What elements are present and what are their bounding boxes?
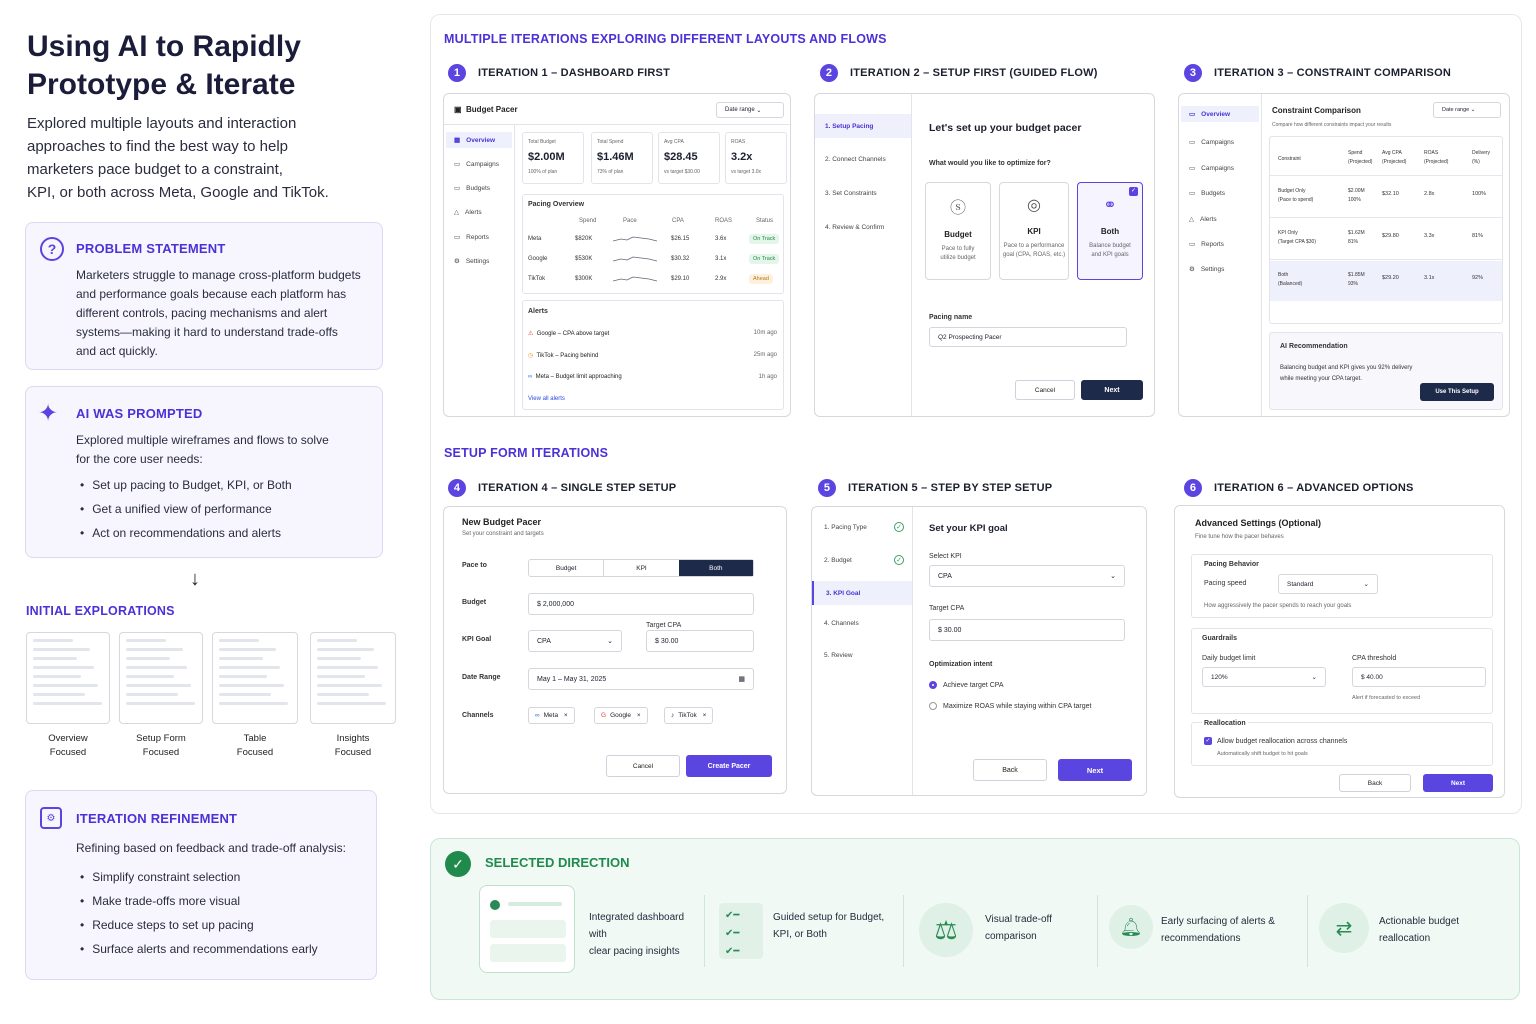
ai-recommendation <box>1269 332 1503 410</box>
step-setup-pacing[interactable]: 1. Setup Pacing <box>815 114 911 138</box>
sparkline <box>613 234 657 244</box>
iteration-3-card <box>1178 93 1510 417</box>
table-cell: KPI Only (Target CPA $30) <box>1278 230 1316 245</box>
sparkline <box>613 254 657 264</box>
google-icon: G <box>601 712 607 719</box>
iteration-4-heading: 4 ITERATION 4 – SINGLE STEP SETUP <box>448 479 676 497</box>
calendar-icon: ▦ <box>738 676 745 683</box>
iteration-5-heading: 5 ITERATION 5 – STEP BY STEP SETUP <box>818 479 1052 497</box>
table-cell: $1.62M 81% <box>1348 230 1365 245</box>
reallocation-title: Reallocation <box>1204 720 1246 727</box>
alert-time: 1h ago <box>758 374 777 380</box>
nav-reports[interactable]: ▭ Reports <box>454 233 489 241</box>
kpi-select[interactable]: CPA ⌄ <box>929 565 1125 587</box>
step-channels[interactable]: 4. Channels <box>824 620 859 627</box>
table-cell: $32.10 <box>1382 191 1399 197</box>
warning-icon: ⚠ <box>528 331 534 337</box>
kpi-goal-title: Set your KPI goal <box>929 523 1008 534</box>
nav-settings[interactable]: ⚙ Settings <box>1189 265 1225 273</box>
pacing-overview <box>522 194 784 294</box>
chip-tiktok[interactable]: ♪ TikTok × <box>664 707 713 724</box>
nav-overview[interactable]: ▭ Overview <box>1181 106 1259 122</box>
cpa-threshold-help: Alert if forecasted to exceed <box>1352 695 1421 701</box>
nav-alerts[interactable]: △ Alerts <box>1189 215 1217 223</box>
table-cell: $29.80 <box>1382 233 1399 239</box>
col-header: Spend <box>579 218 597 224</box>
check-icon: ✓ <box>894 555 904 565</box>
iteration-4-card <box>443 506 787 794</box>
nav-budgets[interactable]: ▭ Budgets <box>454 184 491 192</box>
iteration-1-card <box>443 93 791 417</box>
refine-icon: ⚙ <box>40 807 62 829</box>
pacing-behavior-title: Pacing Behavior <box>1204 561 1259 568</box>
option-kpi[interactable]: ◎ KPI Pace to a performance goal (CPA, ROAS, etc.) <box>999 182 1069 280</box>
refine-bullets: • Simplify constraint selection • Make trade-offs more visual • Reduce steps to set up pacing • Surface alerts and recommendations early <box>80 865 318 961</box>
alert-time: 25m ago <box>753 352 777 358</box>
nav-campaigns[interactable]: ▭ Campaigns <box>454 160 500 168</box>
down-arrow-icon: ↓ <box>190 568 200 590</box>
page-title: Using AI to Rapidly Prototype & Iterate <box>27 30 301 101</box>
target-cpa-input[interactable]: $ 30.00 <box>646 630 754 652</box>
alerts-box <box>522 300 784 410</box>
target-cpa-label: Target CPA <box>929 605 965 612</box>
selected-title: SELECTED DIRECTION <box>485 855 630 870</box>
col-header: Constraint <box>1278 156 1301 162</box>
iteration-5-card <box>811 506 1147 796</box>
col-header: ROAS <box>715 218 733 224</box>
cpa-threshold-input[interactable]: $ 40.00 <box>1352 667 1486 687</box>
meta-icon: ∞ <box>528 374 533 380</box>
iteration-3-heading: 3 ITERATION 3 – CONSTRAINT COMPARISON <box>1184 64 1451 82</box>
kpi-goal-label: KPI Goal <box>462 636 492 643</box>
problem-text: Marketers struggle to manage cross-platform budgets and performance goals because each platform has different controls, pacing mechanisms and alert systems—making it hard to understand trade-offs and act quickly. <box>76 268 361 358</box>
nav-alerts[interactable]: △ Alerts <box>454 208 482 216</box>
table-cell: 81% <box>1472 233 1484 239</box>
iteration-6-heading: 6 ITERATION 6 – ADVANCED OPTIONS <box>1184 479 1414 497</box>
table-cell: $30.32 <box>671 256 690 262</box>
thumb-label: Table Focused <box>236 733 274 758</box>
seg-kpi[interactable]: KPI <box>636 564 647 572</box>
selected-item: Early surfacing of alerts & recommendations <box>1161 916 1275 944</box>
create-pacer-button[interactable]: Create Pacer <box>686 755 772 777</box>
initial-thumbs <box>26 632 396 762</box>
comparison-table <box>1269 136 1503 324</box>
clock-icon: ◷ <box>528 353 534 359</box>
alert-row[interactable]: ⚠ Google – CPA above target <box>528 331 610 337</box>
form-subtitle: Set your constraint and targets <box>462 531 544 537</box>
next-button[interactable]: Next <box>1081 380 1143 400</box>
reallocation-help: Automatically shift budget to hit goals <box>1217 751 1308 757</box>
nav-overview[interactable]: ▦ Overview <box>446 132 512 148</box>
table-cell: 2.9x <box>715 276 727 282</box>
col-header: Pace <box>623 218 637 224</box>
table-cell: 3.1x <box>715 256 727 262</box>
section-title: MULTIPLE ITERATIONS EXPLORING DIFFERENT LAYOUTS AND FLOWS <box>444 32 887 46</box>
back-button[interactable]: Back <box>1339 774 1411 792</box>
table-cell: 100% <box>1472 191 1487 197</box>
sparkline <box>613 274 657 284</box>
refine-panel <box>25 790 377 980</box>
dashboard-thumb-icon <box>479 885 575 973</box>
check-icon: ✓ <box>894 522 904 532</box>
pacing-name-label: Pacing name <box>929 314 973 321</box>
cpa-threshold-label: CPA threshold <box>1352 655 1397 662</box>
back-button[interactable]: Back <box>973 759 1047 781</box>
chevron-down-icon: ⌄ <box>1110 573 1116 580</box>
use-setup-button[interactable]: Use This Setup <box>1420 383 1494 401</box>
advanced-title: Advanced Settings (Optional) <box>1195 518 1322 528</box>
section-title: SETUP FORM ITERATIONS <box>444 446 609 460</box>
date-range-label: Date Range <box>462 674 501 681</box>
seg-budget[interactable]: Budget <box>529 560 604 576</box>
pacing-speed-select[interactable]: Standard ⌄ <box>1278 574 1378 594</box>
rec-text: Balancing budget and KPI gives you 92% delivery while meeting your CPA target. <box>1280 365 1413 382</box>
budget-label: Budget <box>462 599 487 606</box>
daily-budget-select[interactable]: 120% ⌄ <box>1202 667 1326 687</box>
table-cell: $26.15 <box>671 236 690 242</box>
step-pacing-type[interactable]: 1. Pacing Type ✓ <box>824 522 904 532</box>
date-range-input[interactable]: May 1 – May 31, 2025 ▦ <box>528 668 754 690</box>
table-cell: 92% <box>1472 275 1484 281</box>
target-cpa-input[interactable]: $ 30.00 <box>929 619 1125 641</box>
reallocation-checkbox[interactable]: ✓ Allow budget reallocation across channels <box>1205 737 1348 745</box>
table-cell: $300K <box>575 276 593 282</box>
intent-label: Optimization intent <box>929 661 993 668</box>
step-review-confirm[interactable]: 4. Review & Confirm <box>825 224 885 231</box>
table-cell: Both (Balanced) <box>1278 272 1303 287</box>
step-review[interactable]: 5. Review <box>824 652 853 659</box>
chevron-down-icon: ⌄ <box>607 638 613 645</box>
pace-segment <box>528 559 754 577</box>
problem-title: PROBLEM STATEMENT <box>76 241 226 256</box>
chip-google[interactable]: G Google × <box>594 707 648 724</box>
alert-time: 10m ago <box>753 330 777 336</box>
kpi-select[interactable]: CPA ⌄ <box>528 630 622 652</box>
cancel-button[interactable]: Cancel <box>606 755 680 777</box>
guardrails-box <box>1191 628 1493 714</box>
table-cell: Meta <box>528 236 542 242</box>
pacing-speed-help: How aggressively the pacer spends to reach your goals <box>1204 603 1352 609</box>
table-cell: $29.10 <box>671 276 690 282</box>
alerts-title: Alerts <box>528 308 548 315</box>
col-header: Avg CPA (Projected) <box>1382 150 1407 165</box>
status-badge: Ahead <box>749 274 773 284</box>
ai-text: Explored multiple wireframes and flows to solve for the core user needs: <box>76 433 329 466</box>
table-cell: $29.20 <box>1382 275 1399 281</box>
thumb-label: Setup Form Focused <box>136 733 186 758</box>
check-icon: ✓ <box>1130 188 1137 194</box>
daily-budget-label: Daily budget limit <box>1202 655 1256 662</box>
alert-row[interactable]: ◷ TikTok – Pacing behind <box>528 353 599 359</box>
selected-item: Integrated dashboard with clear pacing insights <box>589 912 685 957</box>
table-cell: 3.3x <box>1424 233 1435 239</box>
ai-panel <box>25 386 383 558</box>
date-range-select[interactable]: Date range ⌄ <box>1433 102 1501 118</box>
guardrails-title: Guardrails <box>1202 635 1238 642</box>
pacing-behavior-box <box>1191 554 1493 618</box>
pacing-speed-label: Pacing speed <box>1204 580 1247 587</box>
question-icon: ? <box>40 237 64 261</box>
initial-title: INITIAL EXPLORATIONS <box>26 604 175 618</box>
date-range-select[interactable]: Date range ⌄ <box>716 102 784 118</box>
table-cell: 3.6x <box>715 236 727 242</box>
table-cell: $530K <box>575 256 593 262</box>
kpi-card: ROAS 3.2x vs target 3.0x <box>725 132 787 184</box>
budget-input[interactable]: $ 2,000,000 <box>528 593 754 615</box>
thumb-label: Overview Focused <box>48 733 88 758</box>
meta-icon: ∞ <box>535 712 540 719</box>
pacing-name-input[interactable]: Q2 Prospecting Pacer <box>929 327 1127 347</box>
comparison-subtitle: Compare how different constraints impact your results <box>1272 122 1392 128</box>
step-set-constraints[interactable]: 3. Set Constraints <box>825 190 877 197</box>
table-cell: Google <box>528 256 548 262</box>
radio-maximize-roas[interactable]: Maximize ROAS while staying within CPA target <box>929 702 1091 710</box>
iteration-2-card <box>814 93 1155 417</box>
venn-icon: ⚭ <box>1103 197 1117 214</box>
kpi-card: Total Budget $2.00M 100% of plan <box>522 132 584 184</box>
col-header: ROAS (Projected) <box>1424 150 1449 165</box>
iteration-1-heading: 1 ITERATION 1 – DASHBOARD FIRST <box>448 64 670 82</box>
selected-item: Guided setup for Budget, KPI, or Both <box>773 912 885 940</box>
selected-item: Actionable budget reallocation <box>1379 916 1460 944</box>
intro-text: Explored multiple layouts and interaction approaches to find the best way to help marketers pace budget to a constraint, KPI, or both across Meta, Google and TikTok. <box>27 115 329 201</box>
col-header: Delivery (%) <box>1472 150 1491 165</box>
app-title: ▣ Budget Pacer <box>454 105 518 114</box>
next-button[interactable]: Next <box>1058 759 1132 781</box>
iteration-6-card <box>1174 505 1505 798</box>
thumb-overview[interactable] <box>26 632 110 724</box>
pacing-title: Pacing Overview <box>528 201 585 208</box>
iteration-2-heading: 2 ITERATION 2 – SETUP FIRST (GUIDED FLOW) <box>820 64 1098 82</box>
selected-direction <box>430 838 1520 1000</box>
chevron-down-icon: ⌄ <box>1311 674 1317 681</box>
refine-text: Refining based on feedback and trade-off analysis: <box>76 841 346 855</box>
thumb-insights[interactable] <box>310 632 396 724</box>
select-kpi-label: Select KPI <box>929 553 962 560</box>
chip-meta[interactable]: ∞ Meta × <box>528 707 575 724</box>
thumb-table[interactable] <box>212 632 298 724</box>
thumb-setup-form[interactable] <box>119 632 203 724</box>
check-circle-icon: ✓ <box>445 851 471 877</box>
seg-both[interactable]: Both <box>679 560 753 576</box>
step-connect-channels[interactable]: 2. Connect Channels <box>825 156 886 163</box>
scale-icon: ⚖ <box>919 903 973 957</box>
table-cell: $2.00M 100% <box>1348 188 1365 203</box>
alert-row[interactable]: ∞ Meta – Budget limit approaching <box>528 374 622 380</box>
ai-title: AI WAS PROMPTED <box>76 406 203 421</box>
table-cell: TikTok <box>528 276 546 282</box>
target-icon: ◎ <box>1027 197 1041 214</box>
status-badge: On Track <box>749 254 779 264</box>
comparison-title: Constraint Comparison <box>1272 106 1361 115</box>
target-cpa-label: Target CPA <box>646 622 682 629</box>
nav-settings[interactable]: ⚙ Settings <box>454 257 490 265</box>
swap-arrows-icon: ⇄ <box>1319 903 1369 953</box>
option-both[interactable]: ✓ ⚭ Both Balance budget and KPI goals <box>1077 182 1143 280</box>
setup-title: Let's set up your budget pacer <box>929 122 1082 134</box>
kpi-card: Avg CPA $28.45 vs target $30.00 <box>658 132 720 184</box>
nav-reports[interactable]: ▭ Reports <box>1189 240 1224 248</box>
col-header: Status <box>756 218 774 224</box>
selected-item: Visual trade-off comparison <box>985 914 1052 942</box>
view-all-alerts-link[interactable]: View all alerts <box>528 396 565 402</box>
table-cell: Budget Only (Pace to spend) <box>1278 188 1314 203</box>
table-cell: $1.85M 93% <box>1348 272 1365 287</box>
channels-label: Channels <box>462 712 494 719</box>
cancel-button[interactable]: Cancel <box>1015 380 1075 400</box>
checkbox-icon: ✓ <box>1205 738 1211 744</box>
dollar-icon: ⓢ <box>949 200 966 217</box>
col-header: CPA <box>672 218 684 224</box>
advanced-subtitle: Fine tune how the pacer behaves <box>1195 534 1284 540</box>
pace-to-label: Pace to <box>462 562 487 569</box>
step-budget[interactable]: 2. Budget ✓ <box>824 555 904 565</box>
thumb-label: Insights Focused <box>334 733 372 758</box>
reallocation-box <box>1191 722 1493 766</box>
table-cell: $820K <box>575 236 593 242</box>
next-button[interactable]: Next <box>1423 774 1493 792</box>
table-cell: 3.1x <box>1424 275 1435 281</box>
refine-title: ITERATION REFINEMENT <box>76 811 238 826</box>
nav-budgets[interactable]: ▭ Budgets <box>1189 189 1226 197</box>
table-cell: 2.8x <box>1424 191 1435 197</box>
kpi-card: Total Spend $1.46M 73% of plan <box>591 132 653 184</box>
optimize-question: What would you like to optimize for? <box>929 160 1051 167</box>
status-badge: On Track <box>749 234 779 244</box>
problem-panel <box>25 222 383 370</box>
form-title: New Budget Pacer <box>462 517 542 527</box>
sparkle-icon: ✦ <box>38 400 59 427</box>
nav-campaigns[interactable]: ▭ Campaigns <box>1189 164 1235 172</box>
chevron-down-icon: ⌄ <box>1363 581 1369 588</box>
tiktok-icon: ♪ <box>671 712 675 719</box>
rec-title: AI Recommendation <box>1280 343 1348 350</box>
col-header: Spend (Projected) <box>1348 150 1373 165</box>
bell-icon: 🔔︎ <box>1109 905 1153 949</box>
step-kpi-goal[interactable]: 3. KPI Goal <box>812 581 912 605</box>
nav-campaigns[interactable]: ▭ Campaigns <box>1189 138 1235 146</box>
radio-target-cpa[interactable]: Achieve target CPA <box>929 681 1004 689</box>
checklist-icon: ✔━ ✔━ ✔━ <box>719 903 763 959</box>
option-budget[interactable]: ⓢ Budget Pace to fully utilize budget <box>925 182 991 280</box>
ai-bullets: • Set up pacing to Budget, KPI, or Both • Get a unified view of performance • Act on recommendations and alerts <box>80 473 292 545</box>
